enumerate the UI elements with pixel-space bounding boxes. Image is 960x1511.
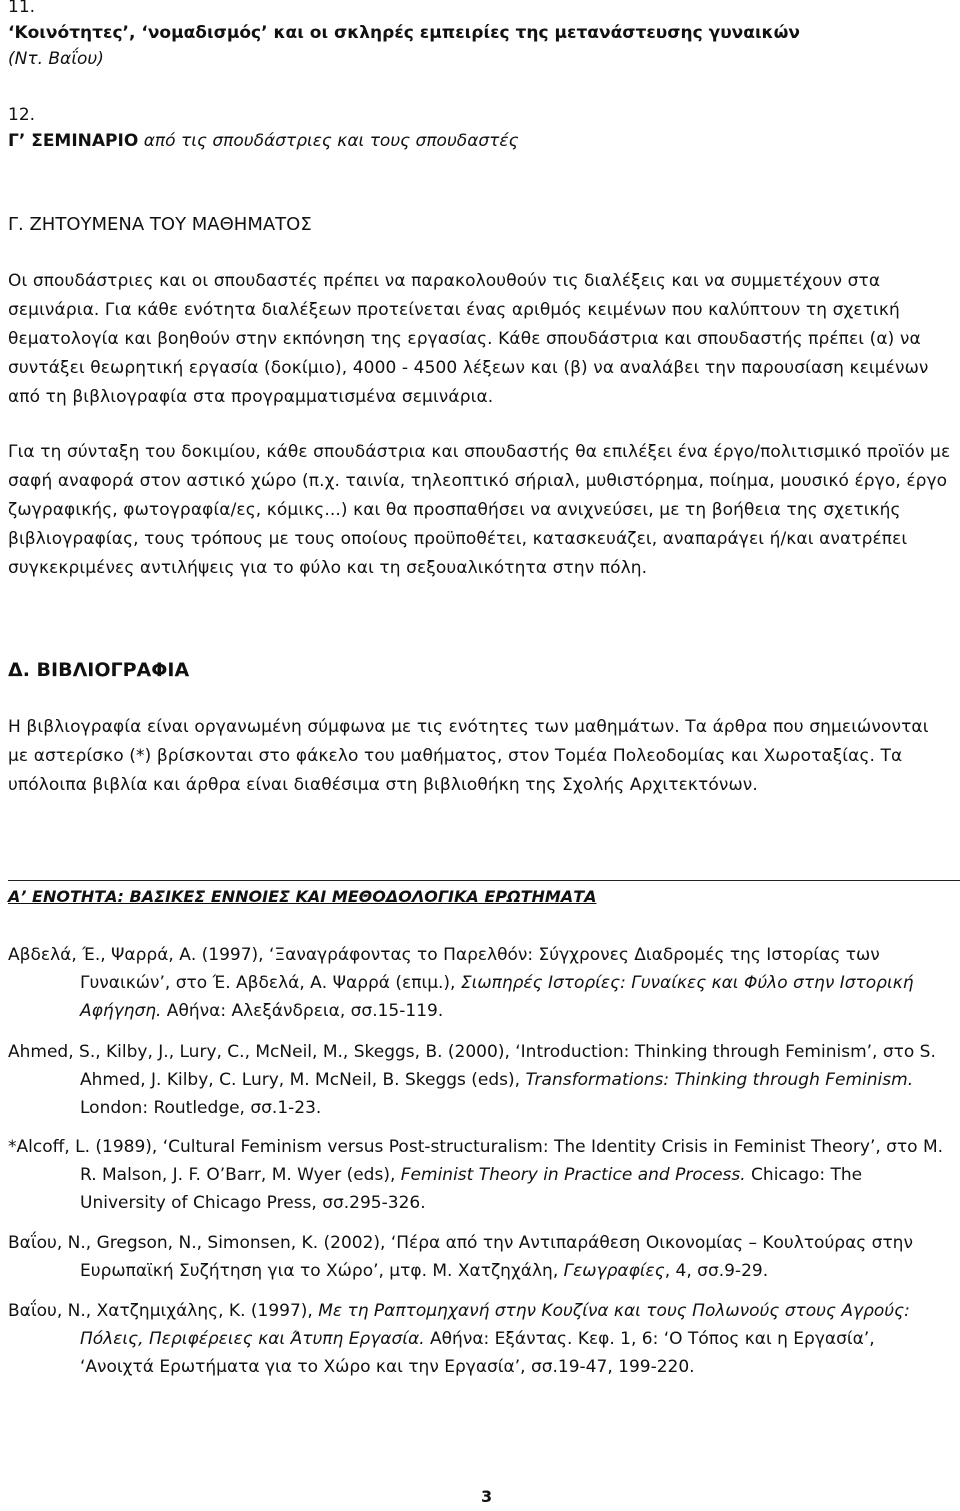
reference-publisher: Chicago: The University of Chicago Press, σσ.295-326. [80, 1165, 863, 1213]
reference-title: Feminist Theory in Practice and Process. [400, 1165, 746, 1185]
section-divider [8, 880, 960, 881]
requirements-paragraph-2: Για τη σύνταξη του δοκιμίου, κάθε σπουδάστρια και σπουδαστής θα επιλέξει ένα έργο/πολιτισμικό προϊόν με σαφή αναφορά στον αστικό χώρο (π.χ. ταινία, τηλεοπτικό σήριαλ, μυθιστόρημα, ποίημα, μουσικό έργο, έργο ζωγραφικής, φωτογραφία/ες, κόμικς...) και θα προσπαθήσει να ανιχνεύσει, με τη βοήθεια της σχετικής βιβλιογραφίας, τους τρόπους με τους οποίους προϋποθέτει, κατασκευάζει, αναπαράγει ή/και ανατρέπει συγκεκριμένες αντιλήψεις για το φύλο και τη σεξουαλικότητα στην πόλη. [8, 442, 951, 578]
reference-publisher: Αθήνα: Εξάντας. Κεφ. 1, 6: ‘Ο Τόπος και η Εργασία’, ‘Ανοιχτά Ερωτήματα για το Χώρο και την Εργασία’, σσ.19-47, 199-220. [80, 1329, 875, 1377]
item-author: (Ντ. Βαΐου) [8, 49, 104, 69]
item-title [8, 128, 952, 154]
reference-item [8, 1229, 952, 1285]
section-g-heading: Γ. ΖΗΤΟΥΜΕΝΑ ΤΟΥ ΜΑΘΗΜΑΤΟΣ [8, 214, 312, 235]
item-number: 11. [8, 0, 36, 17]
reference-publisher: , 4, σσ.9-29. [664, 1261, 769, 1281]
reference-item [8, 1133, 952, 1217]
reference-item [8, 1297, 952, 1381]
item-title-bold: Γ’ ΣΕΜΙΝΑΡΙΟ [8, 131, 139, 151]
course-item-12 [8, 102, 952, 154]
reference-publisher: Αθήνα: Αλεξάνδρεια, σσ.15-119. [161, 1001, 444, 1021]
item-title: ‘Κοινότητες’, ‘νομαδισμός’ και οι σκληρές εμπειρίες της μετανάστευσης γυναικών [8, 23, 800, 43]
reference-publisher: London: Routledge, σσ.1-23. [80, 1098, 322, 1118]
requirements-paragraph-1: Οι σπουδάστριες και οι σπουδαστές πρέπει να παρακολουθούν τις διαλέξεις και να συμμετέχουν στα σεμινάρια. Για κάθε ενότητα διαλέξεων προτείνεται ένας αριθμός κειμένων που καλύπτουν τη σχετική θεματολογία και βοηθούν στην εκπόνηση της εργασίας. Κάθε σπουδάστρια και σπουδαστής πρέπει (α) να συντάξει θεωρητική εργασία (δοκίμιο), 4000 - 4500 λέξεων και (β) να αναλάβει την παρουσίαση κειμένων από τη βιβλιογραφία στα προγραμματισμένα σεμινάρια. [8, 271, 929, 407]
reference-text: Βαΐου, Ν., Gregson, N., Simonsen, K. (2002), ‘Πέρα από την Αντιπαράθεση Οικονομίας – Κουλτούρας στην Ευρωπαϊκή Συζήτηση για το Χώρο’, μτφ. Μ. Χατζηχάλη, [8, 1233, 913, 1281]
unit-a-heading: Α’ ΕΝΟΤΗΤΑ: ΒΑΣΙΚΕΣ ΕΝΝΟΙΕΣ ΚΑΙ ΜΕΘΟΔΟΛΟΓΙΚΑ ΕΡΩΤΗΜΑΤΑ [8, 887, 597, 906]
reference-text: Ahmed, S., Kilby, J., Lury, C., McNeil, M., Skeggs, B. (2000), ‘Introduction: Thinking through Feminism’, στο S. Ahmed, J. Kilby, C. Lury, M. McNeil, B. Skeggs (eds), [8, 1042, 936, 1090]
reference-title: Transformations: Thinking through Feminism. [525, 1070, 914, 1090]
reference-title: Σιωπηρές Ιστορίες: Γυναίκες και Φύλο στην Ιστορική Αφήγηση. [80, 973, 914, 1021]
reference-title: Με τη Ραπτομηχανή στην Κουζίνα και τους Πολωνούς στους Αγρούς: Πόλεις, Περιφέρειες και Άτυπη Εργασία. [80, 1301, 910, 1349]
page-number: 3 [481, 1487, 493, 1506]
reference-title: Γεωγραφίες [563, 1261, 665, 1281]
item-title-rest: από τις σπουδάστριες και τους σπουδαστές [138, 131, 519, 151]
reference-text: Αβδελά, Έ., Ψαρρά, Α. (1997), ‘Ξαναγράφοντας το Παρελθόν: Σύγχρονες Διαδρομές της Ιστορίας των Γυναικών’, στο Έ. Αβδελά, Α. Ψαρρά (επιμ.), [8, 945, 880, 993]
reference-item [8, 1038, 952, 1122]
reference-text: *Alcoff, L. (1989), ‘Cultural Feminism versus Post-structuralism: The Identity Crisis in Feminist Theory’, στο M. R. Malson, J. F. O’Barr, M. Wyer (eds), [8, 1137, 944, 1185]
item-number: 12. [8, 105, 36, 125]
bibliography-heading: Δ. ΒΙΒΛΙΟΓΡΑΦΙΑ [8, 659, 190, 681]
reference-text: Βαΐου, Ν., Χατζημιχάλης, Κ. (1997), [8, 1301, 319, 1321]
reference-item [8, 941, 952, 1025]
course-item-11 [8, 0, 952, 72]
bibliography-intro-paragraph: Η βιβλιογραφία είναι οργανωμένη σύμφωνα με τις ενότητες των μαθημάτων. Τα άρθρα που σημειώνονται με αστερίσκο (*) βρίσκονται στο φάκελο του μαθήματος, στον Τομέα Πολεοδομίας και Χωροταξίας. Τα υπόλοιπα βιβλία και άρθρα είναι διαθέσιμα στη βιβλιοθήκη της Σχολής Αρχιτεκτόνων. [8, 717, 929, 795]
